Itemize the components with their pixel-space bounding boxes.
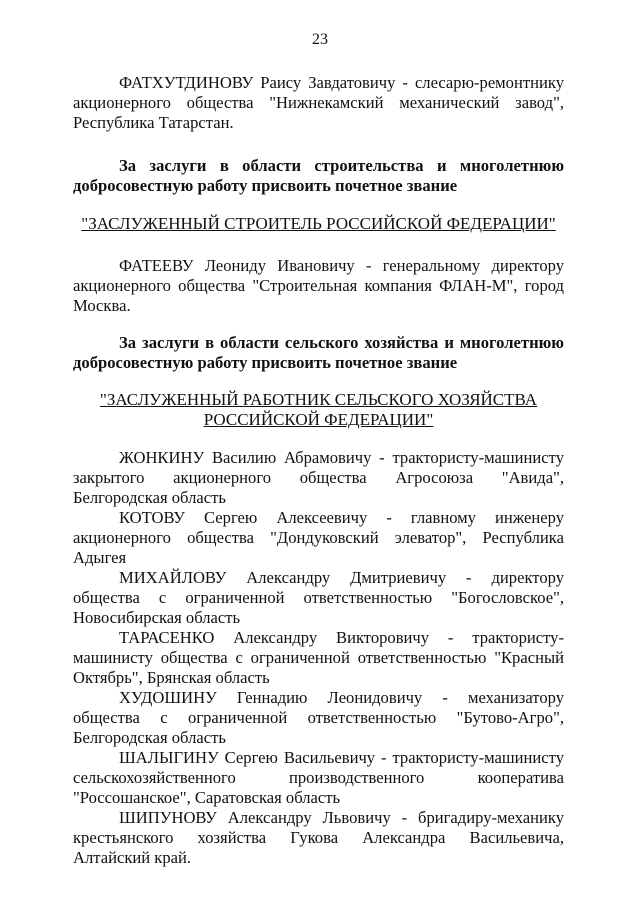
decree-intro-text: За заслуги в области строительства и многолетнюю добросовестную работу присвоить почетное звание <box>73 156 564 195</box>
honorary-title-agriculture <box>73 390 564 430</box>
entry-block-1 <box>73 73 564 133</box>
award-entry: ФАТХУТДИНОВУ Раису Завдатовичу - слесарю-ремонтнику акционерного общества "Нижнекамский механический завод", Республика Татарстан. <box>73 73 564 132</box>
honorary-title-line: РОССИЙСКОЙ ФЕДЕРАЦИИ" <box>203 410 434 429</box>
award-entry: ШАЛЫГИНУ Сергею Васильевичу - трактористу-машинисту сельскохозяйственного производственного кооператива "Россошанское", Саратовская область <box>73 748 564 807</box>
honorary-title-construction <box>73 214 564 234</box>
decree-intro-agriculture <box>73 333 564 373</box>
award-entry: ФАТЕЕВУ Леониду Ивановичу - генеральному директору акционерного общества "Строительная компания ФЛАН-М", город Москва. <box>73 256 564 315</box>
entry-list-agriculture <box>73 448 564 868</box>
award-entry: МИХАЙЛОВУ Александру Дмитриевичу - директору общества с ограниченной ответственностью "Богословское", Новосибирская область <box>73 568 564 627</box>
award-entry: ТАРАСЕНКО Александру Викторовичу - трактористу-машинисту общества с ограниченной ответственностью "Красный Октябрь", Брянская область <box>73 628 564 687</box>
entry-block-2 <box>73 256 564 316</box>
honorary-title-line: "ЗАСЛУЖЕННЫЙ СТРОИТЕЛЬ РОССИЙСКОЙ ФЕДЕРАЦИИ" <box>81 214 556 233</box>
award-entry: ШИПУНОВУ Александру Львовичу - бригадиру-механику крестьянского хозяйства Гукова Александра Васильевича, Алтайский край. <box>73 808 564 867</box>
award-entry: КОТОВУ Сергею Алексеевичу - главному инженеру акционерного общества "Дондуковский элеватор", Республика Адыгея <box>73 508 564 567</box>
award-entry: ЖОНКИНУ Василию Абрамовичу - трактористу-машинисту закрытого акционерного общества Агросоюза "Авида", Белгородская область <box>73 448 564 507</box>
award-entry: ХУДОШИНУ Геннадию Леонидовичу - механизатору общества с ограниченной ответственностью "Бутово-Агро", Белгородская область <box>73 688 564 747</box>
decree-intro-construction <box>73 156 564 196</box>
honorary-title-line: "ЗАСЛУЖЕННЫЙ РАБОТНИК СЕЛЬСКОГО ХОЗЯЙСТВА <box>99 390 538 409</box>
page-number: 23 <box>312 31 328 48</box>
decree-intro-text: За заслуги в области сельского хозяйства и многолетнюю добросовестную работу присвоить почетное звание <box>73 333 564 372</box>
